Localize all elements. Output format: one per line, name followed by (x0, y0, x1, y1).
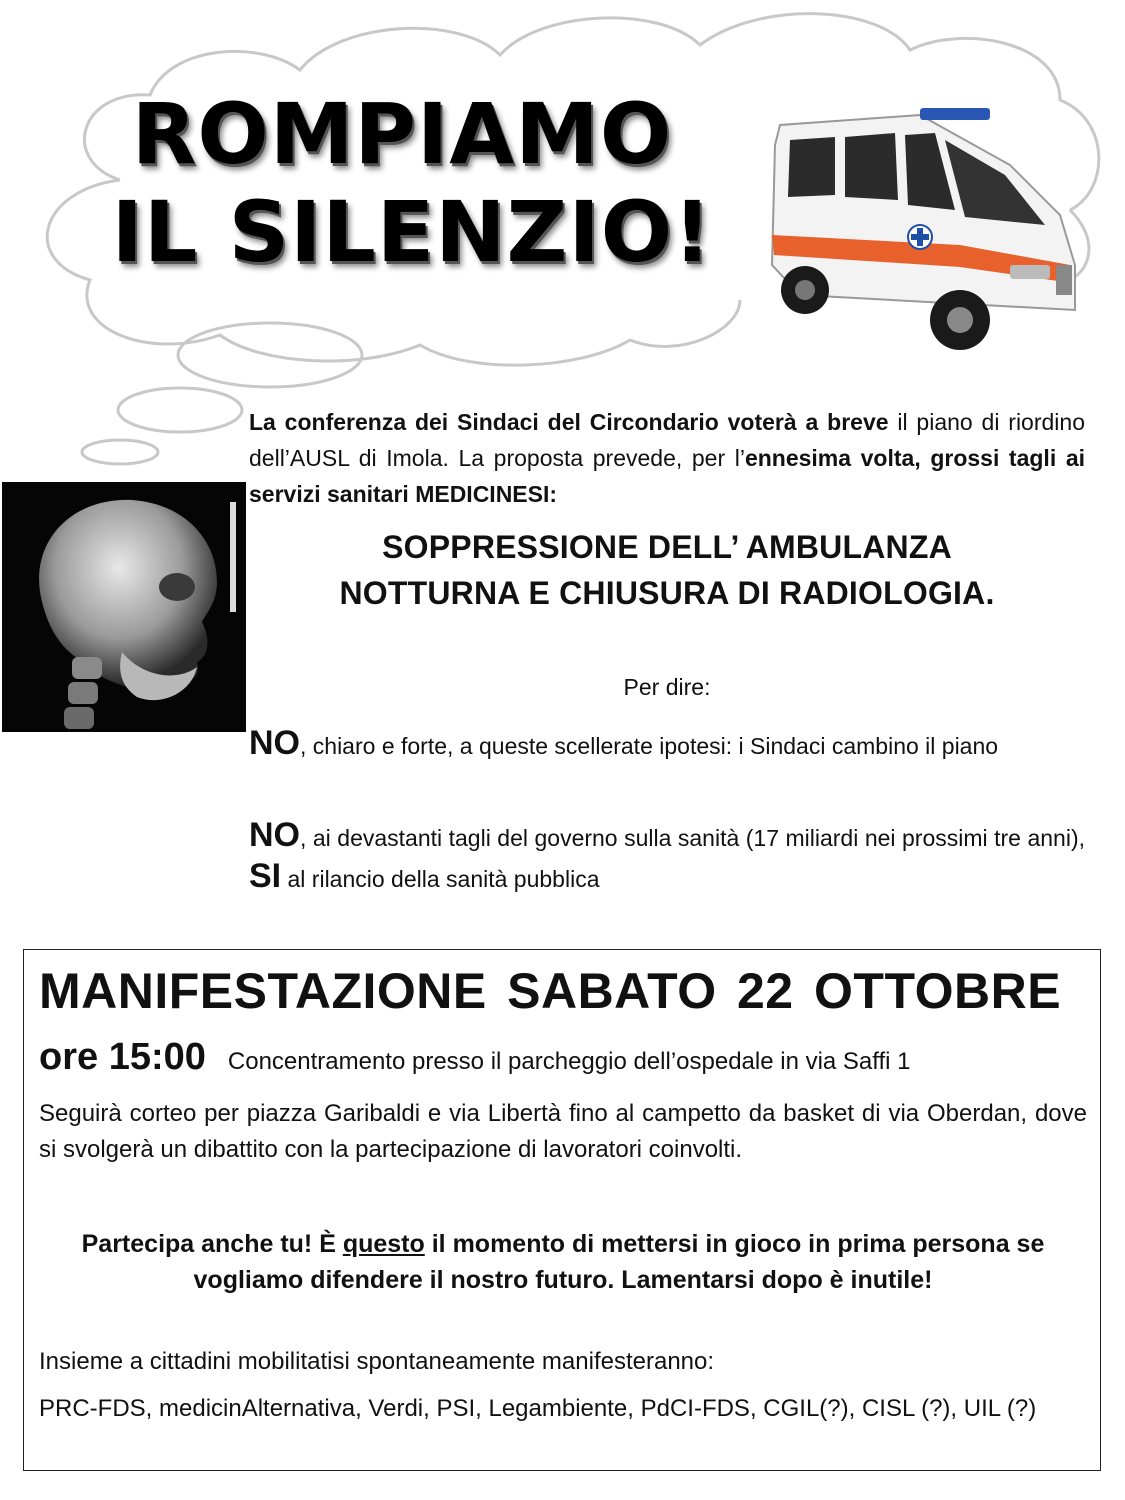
event-time-row (39, 1036, 911, 1079)
event-title: MANIFESTAZIONE SABATO 22 OTTOBRE (39, 963, 1062, 1019)
no-point-2-lead: NO (249, 816, 300, 854)
per-dire-text: Per dire: (623, 674, 711, 700)
event-call-to-action (39, 1226, 1087, 1298)
call-before: Partecipa anche tu! È (81, 1230, 343, 1258)
poster-title-line-1: ROMPIAMO (131, 85, 673, 183)
intro-paragraph (249, 404, 1085, 512)
event-place: Concentramento presso il parcheggio dell’ospedale in via Saffi 1 (227, 1048, 911, 1075)
ambulance-image (760, 105, 1090, 365)
no-point-1-text: , chiaro e forte, a queste scellerate ipotesi: i Sindaci cambino il piano (300, 733, 999, 759)
event-together: Insieme a cittadini mobilitatisi spontaneamente manifesteranno: (39, 1348, 715, 1375)
call-underlined: questo (342, 1230, 425, 1258)
headline-line-1: SOPPRESSIONE DELL’ AMBULANZA (382, 529, 952, 565)
intro-bold-2: ennesima volta, grossi tagli ai servizi sanitari MEDICINESI: (249, 445, 1085, 507)
call-after: il momento di mettersi in gioco in prima persona se vogliamo difendere il nostro futuro. Lamentarsi dopo è inutile! (193, 1230, 1045, 1294)
headline-line-2: NOTTURNA E CHIUSURA DI RADIOLOGIA. (339, 575, 995, 611)
no-point-2-text-2: al rilancio della sanità pubblica (281, 866, 600, 892)
skull-xray-image (2, 482, 246, 732)
no-point-1-lead: NO (249, 724, 300, 762)
intro-normal: il piano di riordino dell’AUSL di Imola. La proposta prevede, per l’ (249, 409, 1085, 471)
poster-title-line-2: IL SILENZIO! (111, 183, 713, 281)
event-time: ore 15:00 (39, 1036, 206, 1078)
no-point-2-text: , ai devastanti tagli del governo sulla sanità (17 miliardi nei prossimi tre anni), (300, 825, 1085, 851)
no-point-2-lead-si: SI (249, 857, 282, 895)
no-point-1 (249, 724, 1085, 765)
event-route: Seguirà corteo per piazza Garibaldi e via Libertà fino al campetto da basket di via Oberdan, dove si svolgerà un dibattito con la partecipazione di lavoratori coinvolti. (39, 1100, 1087, 1163)
event-box (23, 949, 1101, 1471)
event-organizations: PRC-FDS, medicinAlternativa, Verdi, PSI, Legambiente, PdCI-FDS, CGIL(?), CISL (?), UIL (?) (39, 1395, 1037, 1422)
no-point-2 (249, 816, 1085, 898)
intro-bold: La conferenza dei Sindaci del Circondario voterà a breve (249, 409, 889, 435)
